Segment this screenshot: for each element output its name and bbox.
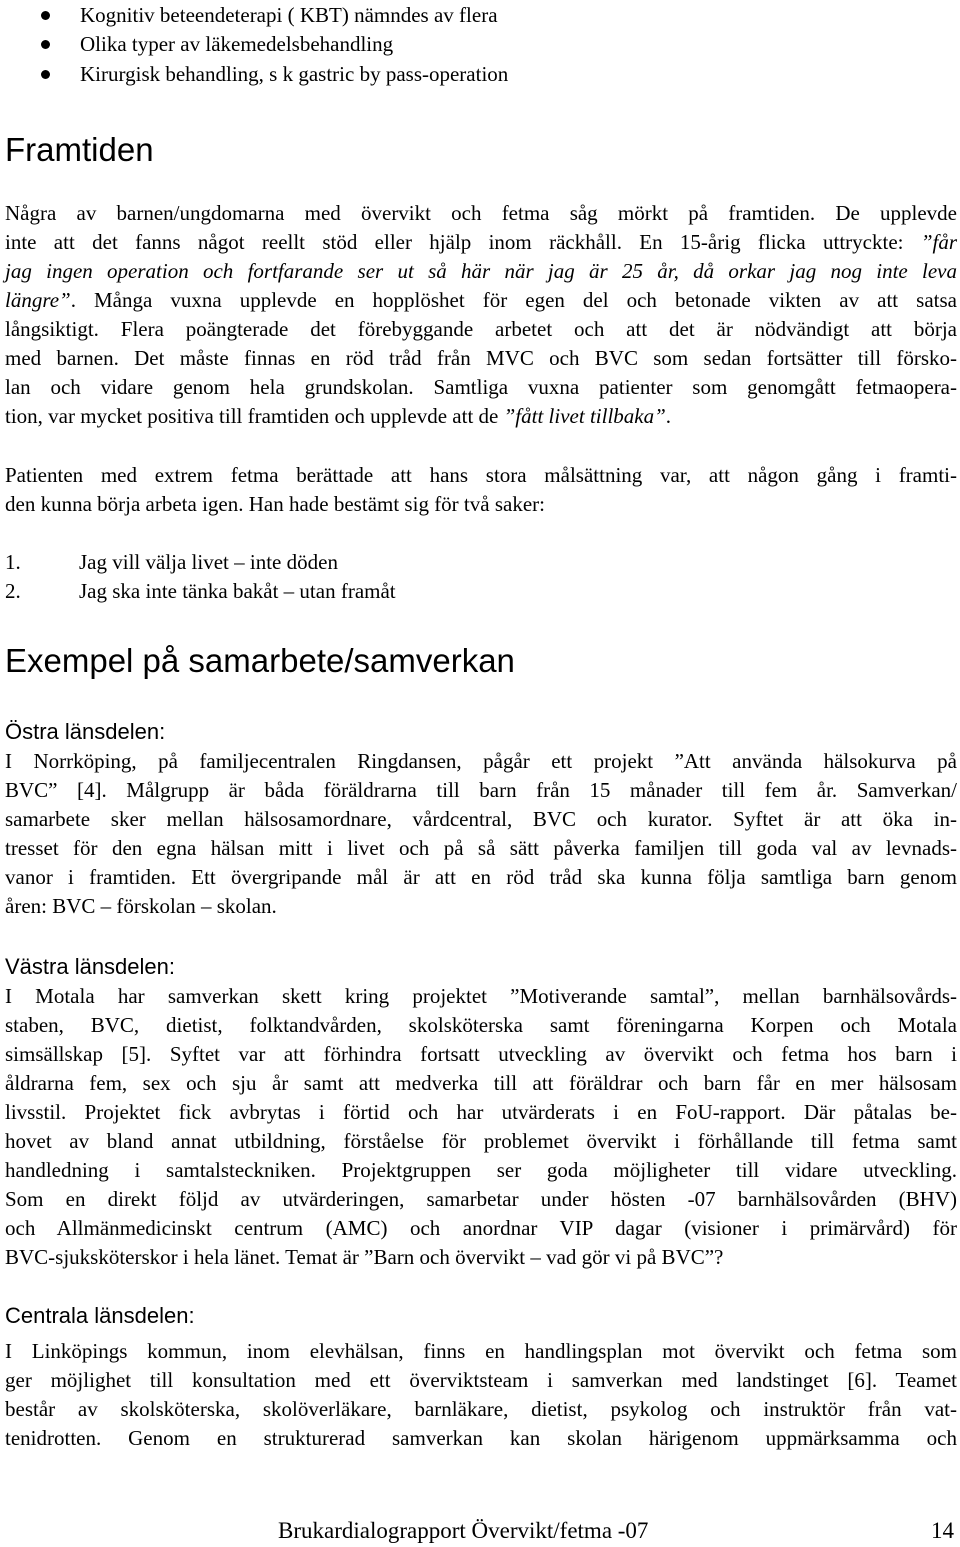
bullet-icon — [41, 40, 50, 49]
paragraph-framtiden-2: Patienten med extrem fetma berättade att hans stora målsättning var, att någon gång i framti- den kunna börja arbeta igen. Han hade bestämt sig för två saker: — [5, 463, 957, 516]
paragraph-framtiden-1: Några av barnen/ungdomarna med övervikt och fetma såg mörkt på framtiden. De upplevde inte att det fanns något reellt stöd eller hjälp inom räckhåll. En 15-årig flicka uttryckte: ”får jag ingen operation och fortfarande ser ut så här när jag är 25 år, då orkar jag nog inte leva längre”. Många vuxna upplevde en hopplöshet för egen del och betonade vikten av att satsa långsiktigt. Flera poängterade det förebyggande arbetet och att det är nödvändigt att börja med barnen. Det måste finnas en röd tråd från MVC och BVC som sedan fortsätter till försko- lan och vidare genom hela grundskolan. Samtliga vuxna patienter som genomgått fetmaopera- tion, var mycket positiva till framtiden och upplevde att de ”fått livet tillbaka”. — [5, 201, 957, 428]
footer-title: Brukardialograpport Övervikt/fetma -07 — [278, 1518, 649, 1543]
section-heading-framtiden: Framtiden — [5, 131, 154, 168]
subheading-vastra: Västra länsdelen: — [5, 954, 175, 979]
section-heading-exempel: Exempel på samarbete/samverkan — [5, 642, 515, 679]
paragraph-ostra: I Norrköping, på familjecentralen Ringdansen, pågår ett projekt ”Att använda hälsokurva på BVC” [4]. Målgrupp är båda föräldrarna till barn från 15 månader till fem år. Samverkan/ samarbete sker mellan hälsosamordnare, vårdcentral, BVC och kurator. Syftet är att öka in- tresset för den egna hälsan mitt i livet och på så sätt påverka familjen till goda val av levnads- vanor i framtiden. Ett övergripande mål är att en röd tråd ska kunna följa samtliga barn genom åren: BVC – förskolan – skolan. — [5, 749, 957, 918]
page-number: 14 — [931, 1518, 954, 1543]
subheading-centrala: Centrala länsdelen: — [5, 1303, 195, 1328]
paragraph-centrala: I Linköpings kommun, inom elevhälsan, finns en handlingsplan mot övervikt och fetma som ger möjlighet till konsultation med ett överviktsteam i samverkan med landstinget [6]. Teamet består av skolsköterska, skolöverläkare, barnläkare, dietist, psykolog och instruktör från vat- tenidrotten. Genom en strukturerad samverkan kan skolan härigenom uppmärksamma och — [5, 1339, 957, 1450]
document-page: Kognitiv beteendeterapi ( KBT) nämndes av flera Olika typer av läkemedelsbehandling Kirurgisk behandling, s k gastric by pass-operation Framtiden Några av barnen/ungdomarna med övervikt och fetma såg mörkt på framtiden. De upplevde inte att det fanns något reellt stöd eller hjälp inom räckhåll. En 15-årig flicka uttryckte: ”får jag ingen operation och fortfarande ser ut så här när jag är 25 år, då orkar jag nog inte leva längre”. Många vuxna upplevde en hopplöshet för egen del och betonade vikten av att satsa långsiktigt. Flera poängterade det förebyggande arbetet och att det är nödvändigt att börja med barnen. Det måste finnas en röd tråd från MVC och BVC som sedan fortsätter till försko- lan och vidare genom hela grundskolan. Samtliga vuxna patienter som genomgått fetmaopera- tion, var mycket positiva till framtiden och upplevde att de ”fått livet tillbaka”. Patienten med extrem fetma berättade att hans stora målsättning var, att någon gång i framti- den kunna börja arbeta igen. Han hade bestämt sig för två saker: 1. Jag vill välja livet – inte döden 2. Jag ska inte tänka bakåt – utan framåt Exempel på samarbete/samverkan Östra länsdelen: I Norrköping, på familjecentralen Ringdansen, pågår ett projekt ”Att använda hälsokurva på BVC” [4]. Målgrupp är båda föräldrarna till barn från 15 månader till fem år. Samverkan/ samarbete sker mellan hälsosamordnare, vårdcentral, BVC och kurator. Syftet är att öka in- tresset för den egna hälsan mitt i livet och på så sätt påverka familjen till goda val av levnads- vanor i framtiden. Ett övergripande mål är att en röd tråd ska kunna följa samtliga barn genom åren: BVC – förskolan – skolan. Västra länsdelen: I Motala har samverkan skett kring projektet ”Motiverande samtal”, mellan barnhälsovårds- staben, BVC, dietist, folktandvården, skolsköterska samt föreningarna Korpen och Motala simsällskap [5]. Syftet var att förhindra fortsatt utveckling av övervikt och fetma hos barn i åldrarna fem, sex och sju år samt att medverka till att föräldrar och barn får en mer hälsosam livsstil. Projektet fick avbrytas i förtid och har utvärderats i en FoU-rapport. Där påtalas be- hovet av bland annat utbildning, förståelse för problemet övervikt i förhållande till fetma samt handledning i samtalsteckniken. Projektgruppen ser goda möjligheter till vidare utveckling. Som en direkt följd av utvärderingen, samarbetar under hösten -07 barnhälsovården (BHV) och Allmänmedicinskt centrum (AMC) och anordnar VIP dagar (visioner i primärvård) för BVC-sjuksköterskor i hela länet. Temat är ”Barn och övervikt – vad gör vi på BVC”? Centrala länsdelen: I Linköpings kommun, inom elevhälsan, finns en handlingsplan mot övervikt och fetma som ger möjlighet till konsultation med ett överviktsteam i samverkan med landstinget [6]. Teamet består av skolsköterska, skolöverläkare, barnläkare, dietist, psykolog och instruktör från vat- tenidrotten. Genom en strukturerad samverkan kan skolan härigenom uppmärksamma och Brukardialograpport Övervikt/fetma -07 14 — [0, 0, 960, 1547]
bullet-icon — [41, 70, 50, 79]
bullet-icon — [41, 11, 50, 20]
subheading-ostra: Östra länsdelen: — [5, 719, 166, 744]
list-item: 1. Jag vill välja livet – inte döden — [5, 550, 338, 574]
paragraph-vastra: I Motala har samverkan skett kring projektet ”Motiverande samtal”, mellan barnhälsovårds- staben, BVC, dietist, folktandvården, skolsköterska samt föreningarna Korpen och Motala simsällskap [5]. Syftet var att förhindra fortsatt utveckling av övervikt och fetma hos barn i åldrarna fem, sex och sju år samt att medverka till att föräldrar och barn får en mer hälsosam livsstil. Projektet fick avbrytas i förtid och har utvärderats i en FoU-rapport. Där påtalas be- hovet av bland annat utbildning, förståelse för problemet övervikt i förhållande till fetma samt handledning i samtalsteckniken. Projektgruppen ser goda möjligheter till vidare utveckling. Som en direkt följd av utvärderingen, samarbetar under hösten -07 barnhälsovården (BHV) och Allmänmedicinskt centrum (AMC) och anordnar VIP dagar (visioner i primärvård) för BVC-sjuksköterskor i hela länet. Temat är ”Barn och övervikt – vad gör vi på BVC”? — [5, 984, 957, 1269]
list-item: 2. Jag ska inte tänka bakåt – utan framåt — [5, 579, 396, 603]
